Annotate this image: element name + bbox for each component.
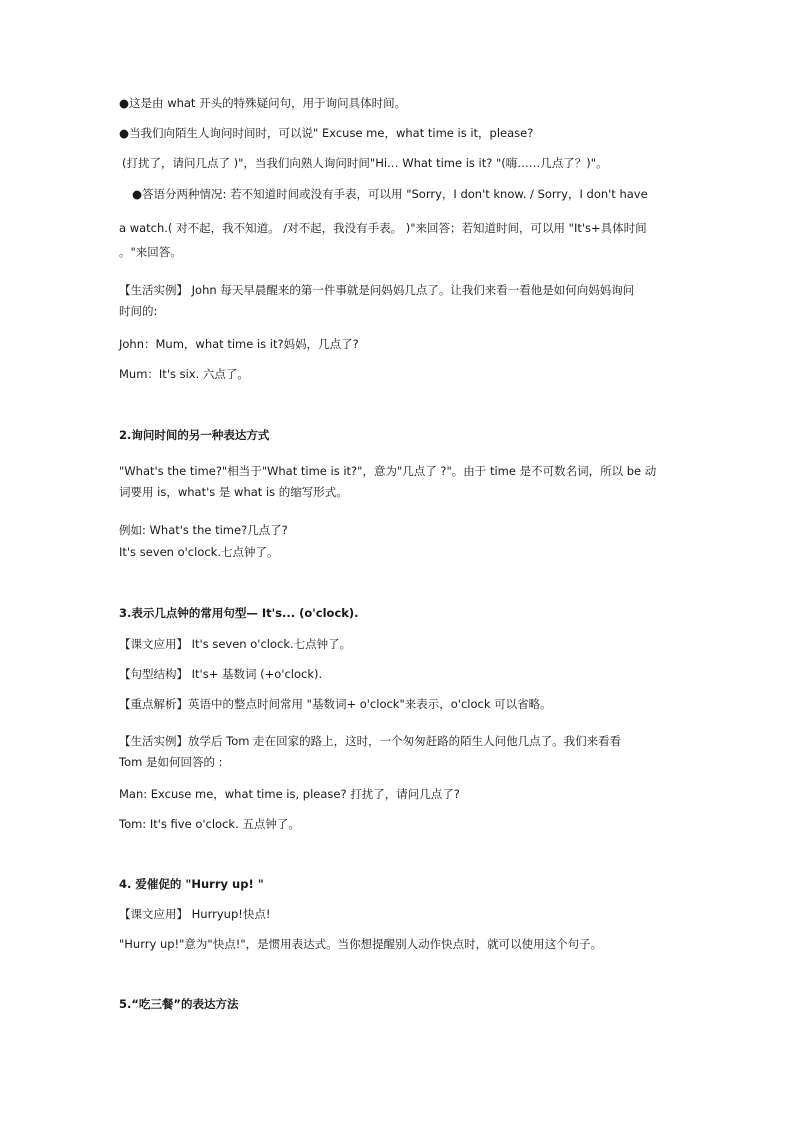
section-4-explanation: "Hurry up!"意为"快点!"，是惯用表达式。当你想提醒别人动作快点时，就可以使用这个句子。 bbox=[119, 937, 603, 951]
bullet-ask-stranger: ●当我们向陌生人询问时间时，可以说" Excuse me，what time is it，please? bbox=[119, 126, 534, 140]
bullet-what-question: ●这是由 what 开头的特殊疑问句，用于询问具体时间。 bbox=[119, 96, 407, 110]
dialogue-tom: Tom: It's five o'clock. 五点钟了。 bbox=[119, 817, 300, 831]
section-2-heading: 2.询问时间的另一种表达方式 bbox=[119, 428, 270, 442]
ask-translation: (打扰了，请问几点了 )"，当我们向熟人询问时间"Hi… What time is it? "(嗨……几点了？)"。 bbox=[122, 156, 608, 170]
section-5-heading: 5.“吃三餐”的表达方法 bbox=[119, 997, 239, 1011]
section-3-text-application: 【课文应用】 It's seven o'clock.七点钟了。 bbox=[119, 637, 352, 651]
dialogue-john: John：Mum，what time is it?妈妈，几点了? bbox=[119, 337, 359, 351]
life-example-intro-cont: 时间的: bbox=[119, 304, 158, 318]
section-3-heading: 3.表示几点钟的常用句型— It's... (o'clock). bbox=[119, 606, 359, 620]
dialogue-man: Man: Excuse me，what time is, please? 打扰了，请问几点了? bbox=[119, 787, 460, 801]
section-3-analysis: 【重点解析】英语中的整点时间常用 "基数词+ o'clock"来表示，o'clock 可以省略。 bbox=[119, 697, 552, 711]
section-3-life-example: 【生活实例】放学后 Tom 走在回家的路上，这时，一个匆匆赶路的陌生人问他几点了。我们来看看 bbox=[119, 734, 622, 748]
section-2-para-cont: 词要用 is，what's 是 what is 的缩写形式。 bbox=[119, 485, 348, 499]
life-example-intro: 【生活实例】 John 每天早晨醒来的第一件事就是问妈妈几点了。让我们来看一看他是如何向妈妈询问 bbox=[119, 283, 635, 297]
section-4-heading: 4. 爱催促的 "Hurry up! " bbox=[119, 877, 264, 891]
dialogue-mum: Mum：It's six. 六点了。 bbox=[119, 367, 249, 381]
answer-cases-cont: a watch.( 对不起，我不知道。 /对不起，我没有手表。 )"来回答；若知道时间，可以用 "It's+具体时间 bbox=[119, 221, 647, 235]
section-2-example-q: 例如: What's the time?几点了? bbox=[119, 523, 288, 537]
section-4-text-application: 【课文应用】 Hurryup!快点! bbox=[119, 907, 271, 921]
section-2-example-a: It's seven o'clock.七点钟了。 bbox=[119, 545, 279, 559]
section-3-structure: 【句型结构】 It's+ 基数词 (+o'clock). bbox=[119, 667, 323, 681]
answer-cases-end: 。"来回答。 bbox=[119, 245, 182, 259]
section-2-para: "What's the time?"相当于"What time is it?"，意为"几点了 ?"。由于 time 是不可数名词，所以 be 动 bbox=[119, 464, 657, 478]
section-3-life-example-cont: Tom 是如何回答的 : bbox=[119, 755, 223, 769]
bullet-answer-cases: ●答语分两种情况: 若不知道时间或没有手表，可以用 "Sorry，I don't know. / Sorry，I don't have bbox=[132, 187, 648, 201]
